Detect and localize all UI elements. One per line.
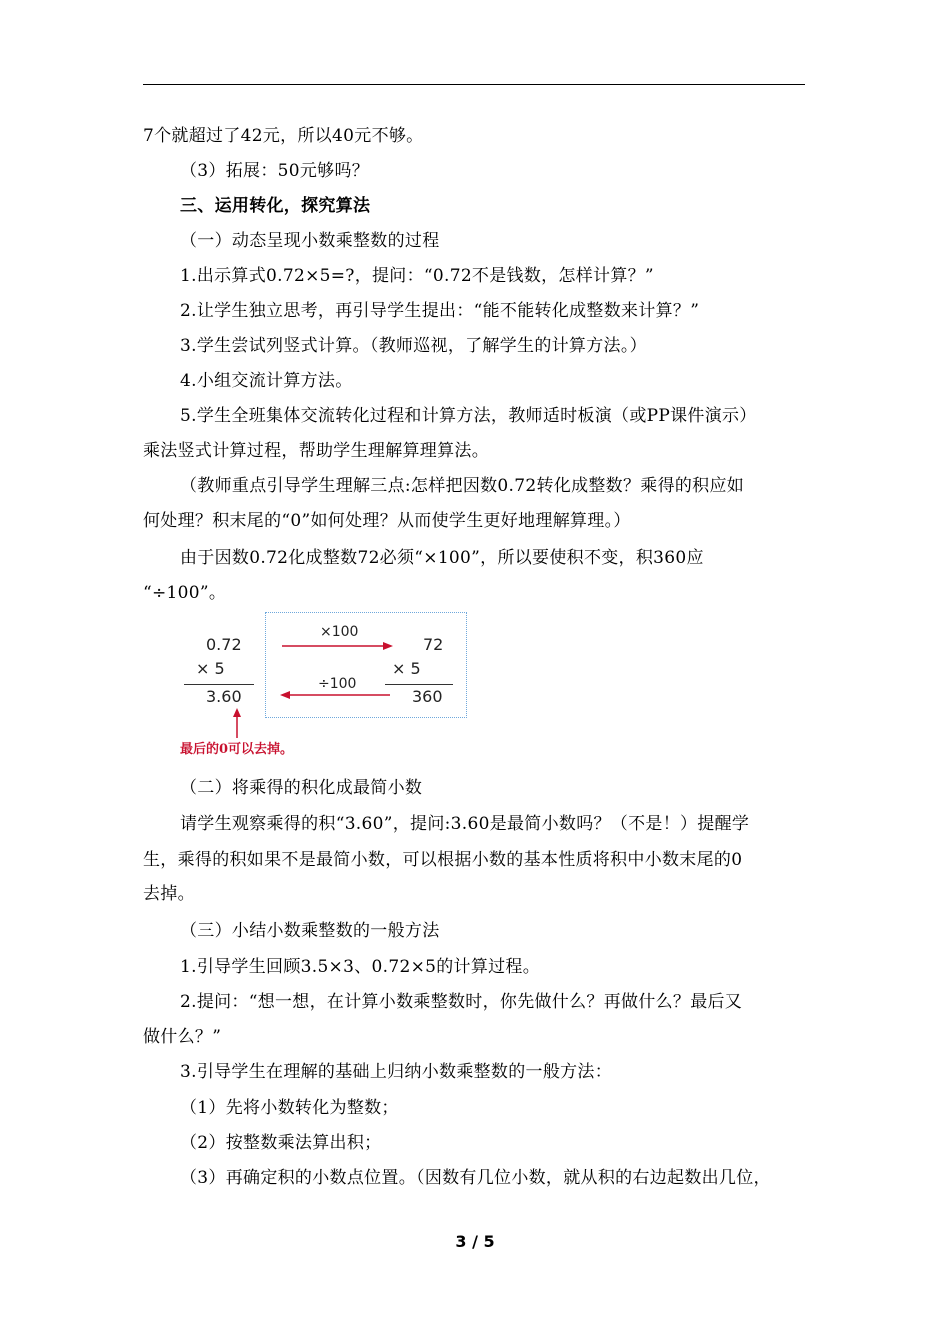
text-line: （教师重点引导学生理解三点:怎样把因数0.72转化成整数？乘得的积应如 [180, 476, 745, 496]
text-line: “÷100”。 [143, 583, 227, 603]
left-arrow-icon [278, 689, 393, 701]
right-arrow-icon [280, 640, 395, 652]
subsection-heading: （二）将乘得的积化成最简小数 [180, 778, 423, 798]
text-line: 何处理？积末尾的“0”如何处理？从而使学生更好地理解算理。） [143, 511, 631, 531]
text-line: （1）先将小数转化为整数； [180, 1098, 399, 1118]
text-line: 2.提问：“想一想，在计算小数乘整数时，你先做什么？再做什么？最后又 [180, 992, 743, 1012]
right-underline [385, 684, 453, 685]
text-line: 生，乘得的积如果不是最简小数，可以根据小数的基本性质将积中小数末尾的0 [143, 850, 743, 870]
text-line: 做什么？” [143, 1027, 222, 1047]
text-line: （3）拓展：50元够吗？ [180, 161, 370, 181]
text-line: 1.引导学生回顾3.5×3、0.72×5的计算过程。 [180, 957, 541, 977]
subsection-heading: （三）小结小数乘整数的一般方法 [180, 921, 440, 941]
text-line: 请学生观察乘得的积“3.60”，提问:3.60是最简小数吗？（不是！）提醒学 [180, 814, 750, 834]
text-line: （3）再确定积的小数点位置。（因数有几位小数，就从积的右边起数出几位， [180, 1168, 771, 1188]
vertical-multiplication-figure [180, 612, 480, 772]
header-rule [143, 84, 805, 85]
text-line: 4.小组交流计算方法。 [180, 371, 353, 391]
text-line: 7个就超过了42元，所以40元不够。 [143, 126, 424, 146]
right-product: 360 [412, 687, 443, 706]
text-line: 2.让学生独立思考，再引导学生提出：“能不能转化成整数来计算？” [180, 301, 700, 321]
left-multiplier: × 5 [196, 659, 225, 678]
section-heading: 三、运用转化，探究算法 [180, 196, 371, 216]
left-product: 3.60 [206, 687, 242, 706]
text-line: 5.学生全班集体交流转化过程和计算方法，教师适时板演（或PP课件演示） [180, 406, 757, 426]
left-multiplicand: 0.72 [206, 635, 242, 654]
left-underline [184, 684, 254, 685]
text-line: 3.引导学生在理解的基础上归纳小数乘整数的一般方法： [180, 1062, 613, 1082]
text-line: 去掉。 [143, 884, 195, 904]
subsection-heading: （一）动态呈现小数乘整数的过程 [180, 231, 440, 251]
text-line: 乘法竖式计算过程，帮助学生理解算理算法。 [143, 441, 489, 461]
page-number: 3 / 5 [455, 1232, 495, 1251]
figure-note: 最后的0可以去掉。 [180, 742, 294, 757]
arrow-bottom-label: ÷100 [318, 676, 357, 692]
right-multiplicand: 72 [423, 635, 444, 654]
text-line: （2）按整数乘法算出积； [180, 1133, 382, 1153]
up-arrow-icon [230, 708, 244, 740]
text-line: 3.学生尝试列竖式计算。（教师巡视，了解学生的计算方法。） [180, 336, 647, 356]
text-line: 由于因数0.72化成整数72必须“×100”，所以要使积不变，积360应 [180, 548, 704, 568]
right-multiplier: × 5 [392, 659, 421, 678]
arrow-top-label: ×100 [320, 624, 359, 640]
text-line: 1.出示算式0.72×5=?，提问：“0.72不是钱数，怎样计算？” [180, 266, 654, 286]
